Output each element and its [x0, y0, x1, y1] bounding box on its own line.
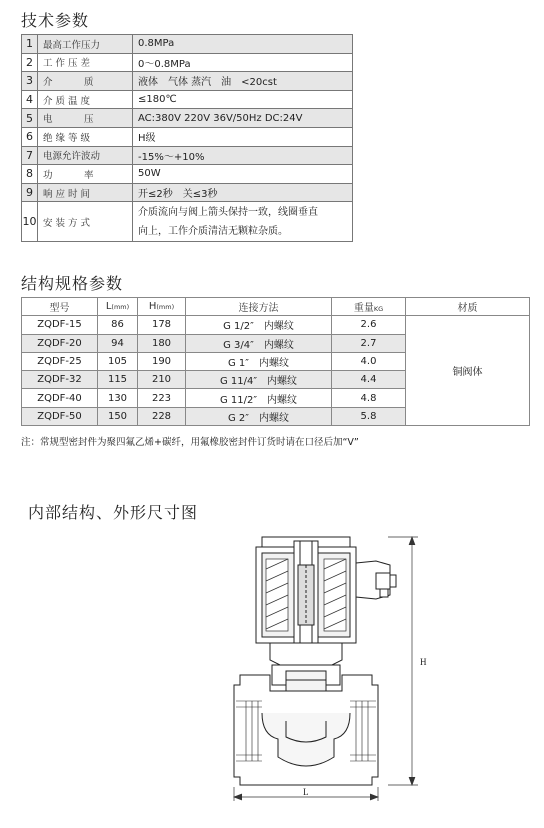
h-cell: 190 [138, 352, 186, 370]
row-number: 6 [22, 127, 38, 146]
h-cell: 180 [138, 334, 186, 352]
material-cell: 铜阀体 [406, 316, 530, 426]
model-cell: ZQDF-25 [22, 352, 98, 370]
row-number: 5 [22, 109, 38, 128]
tech-row [22, 165, 353, 184]
tech-row [22, 202, 353, 242]
header-h: H(mm) [138, 298, 186, 316]
row-number: 10 [22, 202, 38, 242]
footnote: 注：常规型密封件为聚四氟乙烯+碳纤，用氟橡胶密封件订货时请在口径后加“V” [21, 437, 359, 448]
tech-row [22, 183, 353, 202]
weight-cell: 4.4 [332, 371, 406, 389]
l-cell: 130 [98, 389, 138, 407]
row-number: 7 [22, 146, 38, 165]
tech-row [22, 53, 353, 72]
h-cell: 228 [138, 407, 186, 425]
coil-winding-left [266, 559, 288, 631]
param-value: ≤180℃ [133, 90, 353, 109]
param-name: 响 应 时 间 [38, 183, 133, 202]
tech-row [22, 109, 353, 128]
tech-row [22, 146, 353, 165]
model-cell: ZQDF-20 [22, 334, 98, 352]
h-cell: 178 [138, 316, 186, 334]
param-value [133, 202, 353, 242]
header-connection: 连接方法 [186, 298, 332, 316]
dimension-h [388, 537, 418, 785]
model-cell: ZQDF-15 [22, 316, 98, 334]
row-number: 9 [22, 183, 38, 202]
spec-header-row [22, 298, 530, 316]
drawing-title: 内部结构、外形尺寸图 [28, 503, 199, 522]
tech-params-title: 技术参数 [21, 11, 90, 30]
row-number: 1 [22, 35, 38, 54]
dimension-h-label: H [420, 657, 427, 667]
row-number: 2 [22, 53, 38, 72]
model-cell: ZQDF-32 [22, 371, 98, 389]
param-name: 工 作 压 差 [38, 53, 133, 72]
param-value: 液体 气体 蒸汽 油 <20cst [133, 72, 353, 91]
tech-params-table [21, 34, 353, 242]
param-name: 安 装 方 式 [38, 202, 133, 242]
header-model: 型号 [22, 298, 98, 316]
dimension-l-label: L [303, 787, 309, 797]
param-name: 介 质 温 度 [38, 90, 133, 109]
h-cell: 210 [138, 371, 186, 389]
valve-drawing [200, 525, 435, 825]
param-value: AC:380V 220V 36V/50Hz DC:24V [133, 109, 353, 128]
param-value: 50W [133, 165, 353, 184]
param-value: -15%～+10% [133, 146, 353, 165]
weight-cell: 4.8 [332, 389, 406, 407]
connection-cell: G 11/2″ 内螺纹 [186, 389, 332, 407]
weight-cell: 2.7 [332, 334, 406, 352]
spec-params-title: 结构规格参数 [21, 274, 124, 293]
model-cell: ZQDF-50 [22, 407, 98, 425]
param-value-line: 介质流向与阀上箭头保持一致，线圈垂直 [138, 207, 318, 219]
param-value: 0.8MPa [133, 35, 353, 54]
bonnet [270, 643, 342, 665]
param-name: 功 率 [38, 165, 133, 184]
tech-row [22, 72, 353, 91]
param-value-line: 向上，工作介质清洁无颗粒杂质。 [138, 226, 288, 238]
connection-cell: G 3/4″ 内螺纹 [186, 334, 332, 352]
spec-table [21, 297, 530, 426]
l-cell: 105 [98, 352, 138, 370]
weight-cell: 2.6 [332, 316, 406, 334]
model-cell: ZQDF-40 [22, 389, 98, 407]
tech-row [22, 127, 353, 146]
weight-cell: 5.8 [332, 407, 406, 425]
tech-row [22, 90, 353, 109]
param-name: 介 质 [38, 72, 133, 91]
h-cell: 223 [138, 389, 186, 407]
connection-cell: G 1/2″ 内螺纹 [186, 316, 332, 334]
param-name: 电 压 [38, 109, 133, 128]
param-value: 开≤2秒 关≤3秒 [133, 183, 353, 202]
l-cell: 115 [98, 371, 138, 389]
connection-cell: G 2″ 内螺纹 [186, 407, 332, 425]
row-number: 4 [22, 90, 38, 109]
param-name: 最高工作压力 [38, 35, 133, 54]
connection-cell: G 1″ 内螺纹 [186, 352, 332, 370]
connection-cell: G 11/4″ 内螺纹 [186, 371, 332, 389]
tech-row [22, 35, 353, 54]
weight-cell: 4.0 [332, 352, 406, 370]
row-number: 8 [22, 165, 38, 184]
row-number: 3 [22, 72, 38, 91]
l-cell: 94 [98, 334, 138, 352]
coil-winding-right [324, 559, 346, 631]
param-value: 0～0.8MPa [133, 53, 353, 72]
header-l: L(mm) [98, 298, 138, 316]
param-value: H级 [133, 127, 353, 146]
param-name: 电源允许波动 [38, 146, 133, 165]
l-cell: 86 [98, 316, 138, 334]
spec-row [22, 316, 530, 334]
param-name: 绝 缘 等 级 [38, 127, 133, 146]
header-weight: 重量KG [332, 298, 406, 316]
header-material: 材质 [406, 298, 530, 316]
l-cell: 150 [98, 407, 138, 425]
